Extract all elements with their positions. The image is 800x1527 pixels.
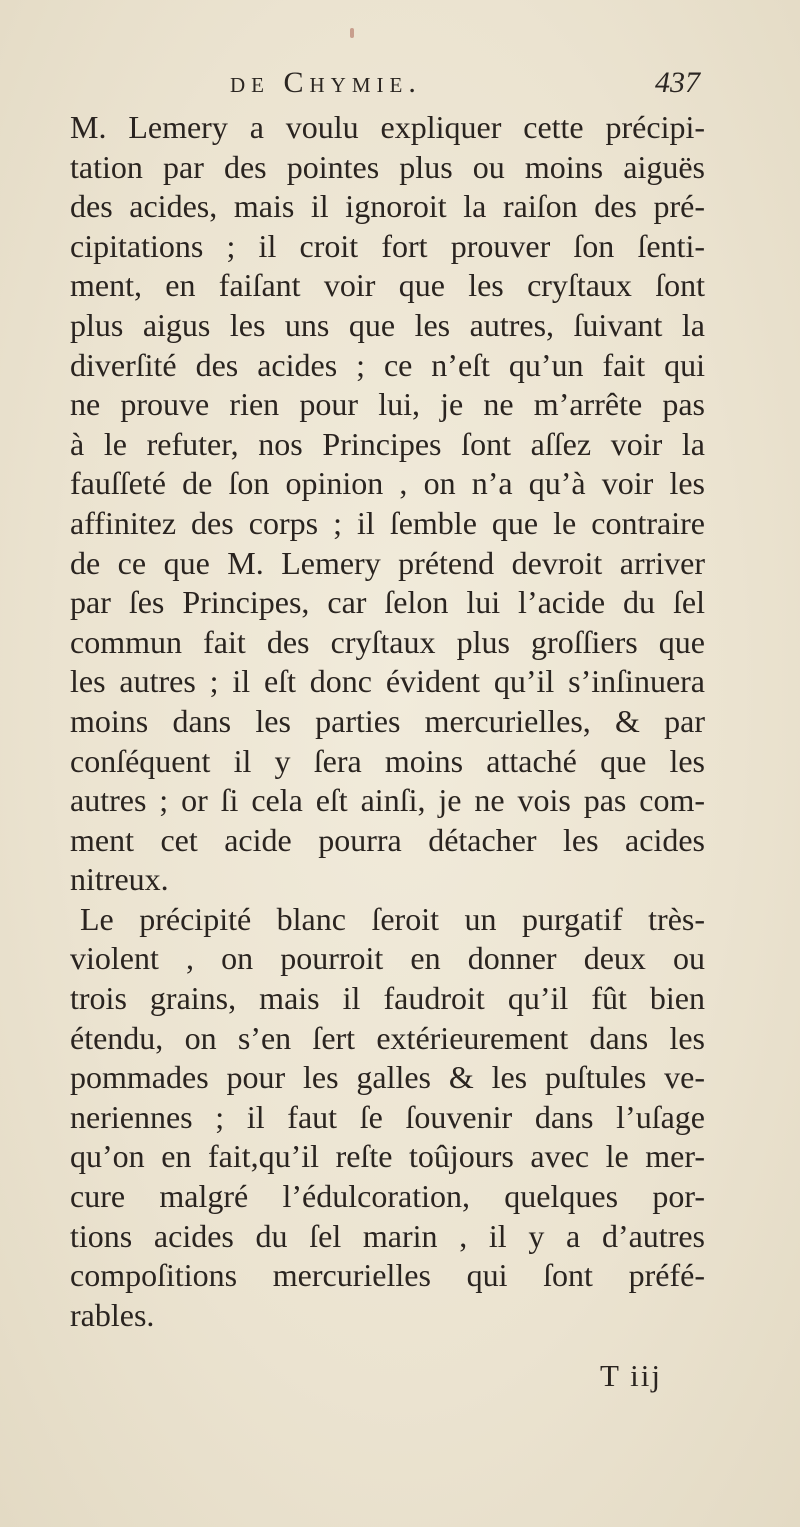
text-line: ne prouve rien pour lui, je ne m’arrête pas [70, 386, 705, 423]
ink-smudge [350, 28, 354, 38]
paragraph-2 [70, 900, 705, 1336]
text-line: neriennes ; il faut ſe ſouvenir dans l’uſage [70, 1098, 705, 1135]
text-line: violent , on pourroit en donner deux ou [70, 940, 705, 977]
text-line: conſéquent il y ſera moins attaché que les [70, 742, 705, 779]
text-line: affinitez des corps ; il ſemble que le contraire [70, 504, 705, 541]
text-line: rables. [70, 1296, 155, 1333]
signature-mark: T iij [600, 1358, 662, 1393]
text-line: par ſes Principes, car ſelon lui l’acide du ſel [70, 584, 705, 621]
text-line: plus aigus les uns que les autres, ſuivant la [70, 306, 705, 343]
text-line: nitreux. [70, 861, 169, 898]
text-line: tions acides du ſel marin , il y a d’autres [70, 1217, 705, 1254]
text-line: des acides, mais il ignoroit la raiſon des pré- [70, 188, 705, 225]
text-line: fauſſeté de ſon opinion , on n’a qu’à voir les [70, 465, 705, 502]
text-line: ment, en faiſant voir que les cryſtaux ſont [70, 267, 705, 304]
text-line: cipitations ; il croit fort prouver ſon ſenti- [70, 227, 705, 264]
page-number: 437 [655, 66, 700, 99]
text-line: M. Lemery a voulu expliquer cette précipi- [70, 109, 705, 145]
text-line: étendu, on s’en ſert extérieurement dans les [70, 1019, 705, 1056]
text-line: à le refuter, nos Principes ſont aſſez voir la [70, 425, 705, 462]
text-line: tation par des pointes plus ou moins aiguës [70, 148, 705, 185]
text-line: autres ; or ſi cela eſt ainſi, je ne vois pas com- [70, 782, 705, 819]
text-line: cure malgré l’édulcoration, quelques por- [70, 1178, 705, 1215]
text-line: compoſitions mercurielles qui ſont préfé- [70, 1257, 705, 1294]
text-line: ment cet acide pourra détacher les acides [70, 821, 705, 858]
paragraph-1 [70, 108, 705, 900]
text-line: de ce que M. Lemery prétend devroit arriver [70, 544, 705, 581]
body-text [70, 108, 705, 1335]
page-header [230, 66, 700, 106]
text-line: pommades pour les galles & les puſtules ve- [70, 1059, 705, 1096]
text-line: trois grains, mais il faudroit qu’il fût bien [70, 980, 705, 1017]
text-line: diverſité des acides ; ce n’eſt qu’un fait qui [70, 346, 705, 383]
text-line: les autres ; il eſt donc évident qu’il s’inſinuera [70, 663, 705, 700]
running-title: de Chymie. [230, 66, 422, 99]
text-line: commun fait des cryſtaux plus groſſiers que [70, 623, 705, 660]
text-line: qu’on en fait,qu’il reſte toûjours avec le mer- [70, 1138, 705, 1175]
text-line: moins dans les parties mercurielles, & par [70, 702, 705, 739]
text-line: Le précipité blanc ſeroit un purgatif très- [80, 900, 705, 937]
